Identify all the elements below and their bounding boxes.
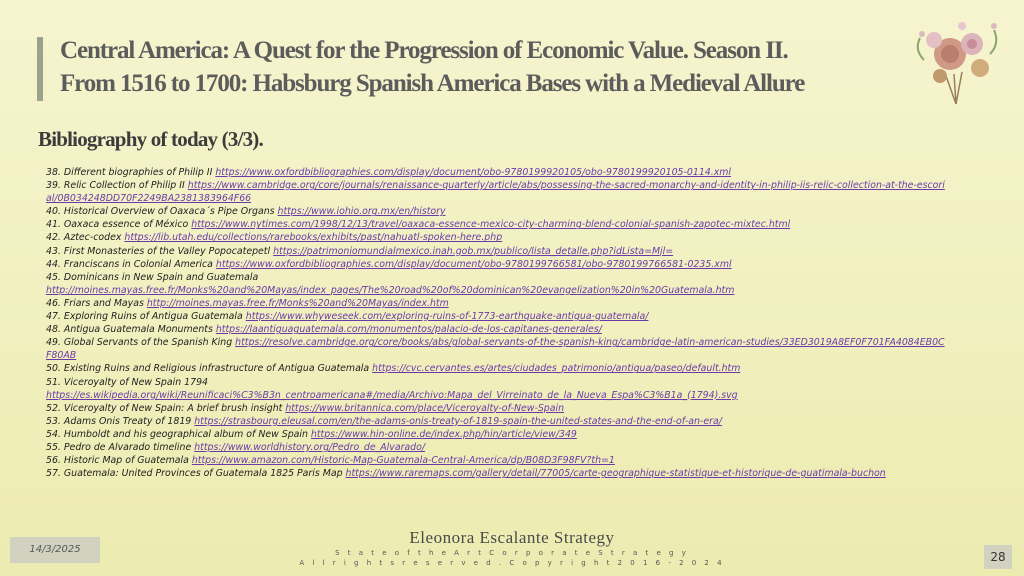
item-number: 52. [46, 402, 61, 414]
reference-link[interactable]: https://laantiguaguatemala.com/monumentos/palacio-de-los-capitanes-generales/ [215, 324, 602, 336]
item-title: Global Servants of the Spanish King [63, 337, 233, 349]
bibliography-item [46, 428, 946, 441]
reference-link[interactable]: https://www.amazon.com/Historic-Map-Guatemala-Central-America/dp/B08D3F98FV?th=1 [191, 455, 615, 467]
item-title: Viceroyalty of New Spain: A brief brush insight [63, 402, 283, 414]
item-number: 48. [46, 324, 61, 336]
page-number: 28 [984, 545, 1012, 569]
item-number: 42. [46, 232, 61, 244]
title-line-2: From 1516 to 1700: Habsburg Spanish America Bases with a Medieval Allure [60, 70, 805, 97]
bibliography-item [46, 415, 946, 428]
item-title: Relic Collection of Philip II [63, 180, 185, 192]
item-number: 51. [46, 376, 61, 388]
title-accent-bar [37, 37, 43, 101]
reference-link[interactable]: https://www.worldhistory.org/Pedro_de_Alvarado/ [194, 441, 426, 453]
bibliography-item [46, 310, 946, 323]
bibliography-item [46, 454, 946, 467]
reference-link[interactable]: https://lib.utah.edu/collections/rarebooks/exhibits/past/nahuatl-spoken-here.php [124, 232, 503, 244]
item-title: Different biographies of Philip II [63, 167, 213, 178]
slide-date: 14/3/2025 [10, 537, 100, 563]
bibliography-item [46, 441, 946, 454]
bibliography-item [46, 231, 946, 244]
item-number: 39. [46, 180, 61, 192]
bibliography-item [46, 376, 946, 402]
item-title: Dominicans in New Spain and Guatemala [63, 271, 259, 283]
footer-tagline: S t a t e o f t h e A r t C o r p o r a t e S t r a t e g y [335, 549, 689, 557]
bibliography-heading: Bibliography of today (3/3). [38, 127, 263, 151]
item-title: Historic Map of Guatemala [63, 455, 189, 467]
reference-link[interactable]: https://patrimoniomundialmexico.inah.gob.mx/publico/lista_detalle.php?idLista=Mjl= [273, 245, 674, 257]
item-number: 38. [46, 167, 61, 178]
bibliography-item [46, 402, 946, 415]
item-number: 47. [46, 311, 61, 323]
item-number: 49. [46, 337, 61, 349]
bibliography-item [46, 218, 946, 231]
reference-link[interactable]: https://www.cambridge.org/core/journals/renaissance-quarterly/article/abs/possessing-the-sacred-monarchy-and-identity-in-philip-iis-relic-collection-at-the-escorial/0B034248DD70F2249BA2381383964F66 [46, 180, 945, 205]
item-title: Adams Onis Treaty of 1819 [63, 415, 192, 427]
bibliography-item [46, 271, 946, 297]
item-number: 53. [46, 415, 61, 427]
bibliography-item [46, 297, 946, 310]
flower-bouquet-icon [910, 14, 1002, 106]
item-number: 55. [46, 441, 61, 453]
reference-link[interactable]: https://www.iohio.org.mx/en/history [277, 206, 446, 218]
item-number: 45. [46, 271, 61, 283]
footer-copyright: A l l r i g h t s r e s e r v e d . C o p y r i g h t 2 0 1 6 - 2 0 2 4 [299, 559, 725, 567]
item-title: First Monasteries of the Valley Popocatepetl [63, 245, 271, 257]
title-line-1: Central America: A Quest for the Progression of Economic Value. Season II. [60, 37, 788, 64]
item-title: Friars and Mayas [63, 297, 144, 309]
item-number: 44. [46, 258, 61, 270]
bibliography-item [46, 245, 946, 258]
item-number: 46. [46, 297, 61, 309]
item-title: Antigua Guatemala Monuments [63, 324, 213, 336]
item-number: 57. [46, 468, 61, 480]
bibliography-item [46, 362, 946, 375]
item-title: Oaxaca essence of México [63, 219, 189, 231]
reference-link[interactable]: https://www.britannica.com/place/Viceroyalty-of-New-Spain [285, 402, 565, 414]
item-title: Pedro de Alvarado timeline [63, 441, 192, 453]
item-number: 43. [46, 245, 61, 257]
item-number: 50. [46, 363, 61, 375]
reference-link[interactable]: https://resolve.cambridge.org/core/books/abs/global-servants-of-the-spanish-king/cambridge-latin-american-studies/33ED3019A8EF0F701FA4084EB0CF80AB [46, 337, 945, 362]
bibliography-item [46, 179, 946, 205]
item-title: Existing Ruins and Religious infrastructure of Antigua Guatemala [63, 363, 370, 375]
item-title: Historical Overview of Oaxaca´s Pipe Organs [63, 206, 275, 218]
item-title: Franciscans in Colonial America [63, 258, 213, 270]
item-number: 40. [46, 206, 61, 218]
reference-link[interactable]: https://www.nytimes.com/1998/12/13/travel/oaxaca-essence-mexico-city-charming-blend-colonial-spanish-zapotec-mixtec.html [191, 219, 791, 231]
reference-link[interactable]: https://www.raremaps.com/gallery/detail/77005/carte-geographique-statistique-et-historique-de-guatimala-buchon [345, 468, 886, 480]
reference-link[interactable]: https://cvc.cervantes.es/artes/ciudades_patrimonio/antigua/paseo/default.htm [372, 363, 741, 375]
bibliography-item [46, 336, 946, 362]
bibliography-item [46, 258, 946, 271]
reference-link[interactable]: http://moines.mayas.free.fr/Monks%20and%20Mayas/index.htm [146, 297, 449, 309]
item-title: Aztec-codex [63, 232, 122, 244]
footer-brand: Eleonora Escalante Strategy [409, 528, 615, 547]
reference-link[interactable]: https://strasbourg.eleusal.com/en/the-adams-onis-treaty-of-1819-spain-the-united-states-and-the-end-of-an-era/ [194, 415, 722, 427]
item-title: Guatemala: United Provinces of Guatemala 1825 Paris Map [63, 468, 343, 480]
reference-link[interactable]: http://moines.mayas.free.fr/Monks%20and%20Mayas/index_pages/The%20road%20of%20dominican%20evangelization%20in%20Guatemala.htm [46, 284, 735, 296]
bibliography-list [46, 166, 946, 480]
reference-link[interactable]: https://www.hin-online.de/index.php/hin/article/view/349 [310, 428, 577, 440]
slide-title [60, 34, 940, 100]
item-number: 56. [46, 455, 61, 467]
item-number: 41. [46, 219, 61, 231]
item-title: Viceroyalty of New Spain 1794 [63, 376, 209, 388]
item-title: Humboldt and his geographical album of New Spain [63, 428, 308, 440]
bibliography-item [46, 166, 946, 179]
bibliography-item [46, 205, 946, 218]
reference-link[interactable]: https://www.whyweseek.com/exploring-ruins-of-1773-earthquake-antigua-guatemala/ [245, 311, 649, 323]
bibliography-item [46, 323, 946, 336]
reference-link[interactable]: https://www.oxfordbibliographies.com/display/document/obo-9780199766581/obo-9780199766581-0235.xml [215, 258, 732, 270]
item-title: Exploring Ruins of Antigua Guatemala [63, 311, 243, 323]
bibliography-item [46, 467, 946, 480]
item-number: 54. [46, 428, 61, 440]
reference-link[interactable]: https://es.wikipedia.org/wiki/Reunificaci%C3%B3n_centroamericana#/media/Archivo:Mapa_del_Virreinato_de_la_Nueva_Espa%C3%B1a_(1794).svg [46, 389, 738, 401]
reference-link[interactable]: https://www.oxfordbibliographies.com/display/document/obo-9780199920105/obo-9780199920105-0114.xml [215, 167, 732, 178]
